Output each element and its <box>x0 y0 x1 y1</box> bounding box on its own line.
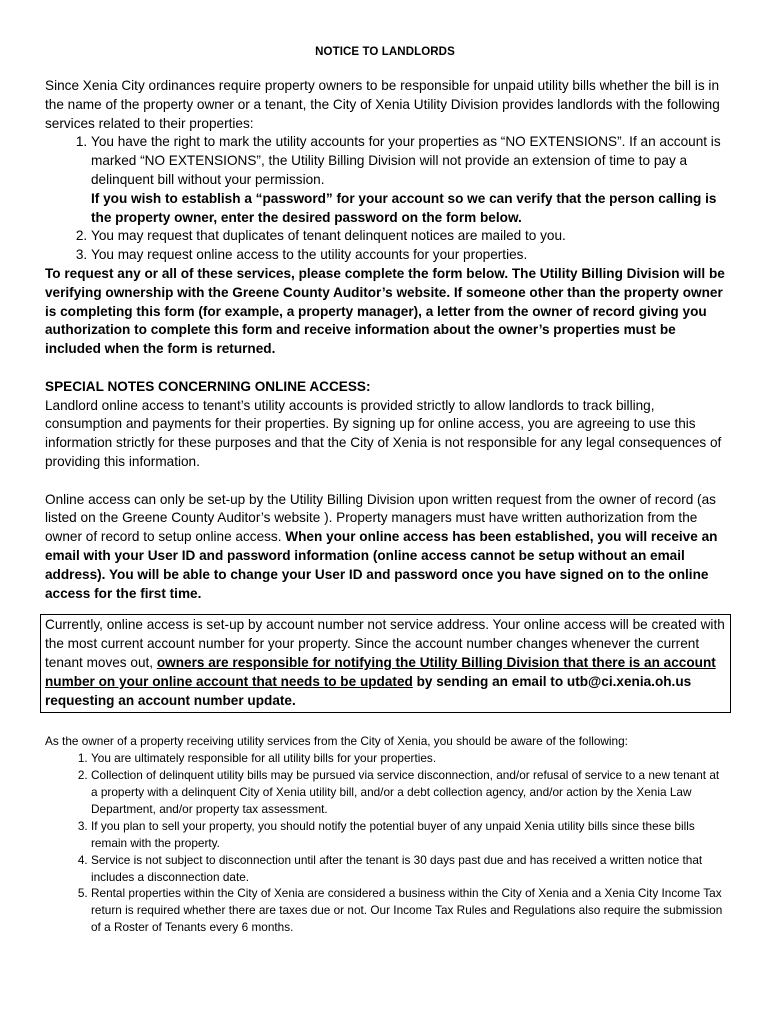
list-item <box>91 133 725 227</box>
page-title: NOTICE TO LANDLORDS <box>315 46 455 58</box>
setup-bold-text: When your online access has been established, you will receive an email with your User ID and password information (online access cannot be setup without an email address). You will be able to change your User ID and password once you have signed on to the online access for the first time. <box>45 529 718 601</box>
request-paragraph: To request any or all of these services, please complete the form below. The Utility Billing Division will be verifying ownership with the Greene County Auditor’s website. If someone other than the property owner is completing this form (for example, a property manager), a letter from the owner of record giving you authorization to complete this form and receive information about the owner’s properties must be included when the form is returned. <box>45 265 725 357</box>
service-text: You may request that duplicates of tenant delinquent notices are mailed to you. <box>91 228 566 244</box>
document-page <box>45 46 725 936</box>
list-item <box>91 246 725 265</box>
list-item <box>91 227 725 246</box>
special-notes-heading: SPECIAL NOTES CONCERNING ONLINE ACCESS: <box>45 378 371 394</box>
intro-paragraph: Since Xenia City ordinances require property owners to be responsible for unpaid utility bills whether the bill is in the name of the property owner or a tenant, the City of Xenia Utility Division provides landlords with the following services related to their properties: <box>45 78 720 131</box>
list-item: 3. If you plan to sell your property, you should notify the potential buyer of any unpaid Xenia utility bills since these bills remain with the property. <box>91 818 725 852</box>
list-item: 1. You are ultimately responsible for all utility bills for your properties. <box>91 750 725 767</box>
boxed-notice-bold: by sending an email to utb@ci.xenia.oh.us requesting an account number update. <box>45 673 692 708</box>
boxed-notice <box>40 614 731 713</box>
setup-text: Online access can only be set-up by the Utility Billing Division upon written request from the owner of record (as listed on the Greene County Auditor’s website ). Property managers must have written authorization from the owner of record to setup online access. <box>45 491 716 545</box>
owner-intro: As the owner of a property receiving utility services from the City of Xenia, you should be aware of the following: <box>45 734 628 749</box>
owner-responsibilities-list <box>45 750 725 936</box>
setup-paragraph <box>45 491 725 604</box>
list-item: 4. Service is not subject to disconnection until after the tenant is 30 days past due and has received a written notice that includes a disconnection date. <box>91 852 725 886</box>
list-item: 2. Collection of delinquent utility bills may be pursued via service disconnection, and/or refusal of service to a new tenant at a property with a delinquent City of Xenia utility bill, and/or a debt collection agency, and/or action by the Xenia Law Department, and/or property tax assessment. <box>91 767 725 818</box>
services-list <box>45 133 725 265</box>
service-text: You may request online access to the utility accounts for your properties. <box>91 247 528 263</box>
boxed-notice-text: Currently, online access is set-up by account number not service address. Your online access will be created with the most current account number for your property. Since the account number changes whenever the current tenant moves out, <box>45 617 725 670</box>
special-notes-paragraph: Landlord online access to tenant’s utility accounts is provided strictly to allow landlords to track billing, consumption and payments for their properties. By signing up for online access, you are agreeing to use this information strictly for these purposes and that the City of Xenia is not responsible for any legal consequences of providing this information. <box>45 397 722 469</box>
service-text: You have the right to mark the utility accounts for your properties as “NO EXTENSIONS”. If an account is marked “NO EXTENSIONS”, the Utility Billing Division will not provide an extension of time to pay a delinquent bill without your permission. <box>91 134 721 187</box>
boxed-notice-underlined: owners are responsible for notifying the Utility Billing Division that there is an account number on your online account that needs to be updated <box>45 654 716 689</box>
list-item: 5. Rental properties within the City of Xenia are considered a business within the City of Xenia and a Xenia City Income Tax return is required whether there are taxes due or not. Our Income Tax Rules and Regulations also require the submission of a Roster of Tenants every 6 months. <box>91 885 725 936</box>
password-instruction: If you wish to establish a “password” for your account so we can verify that the person calling is the property owner, enter the desired password on the form below. <box>91 190 717 225</box>
